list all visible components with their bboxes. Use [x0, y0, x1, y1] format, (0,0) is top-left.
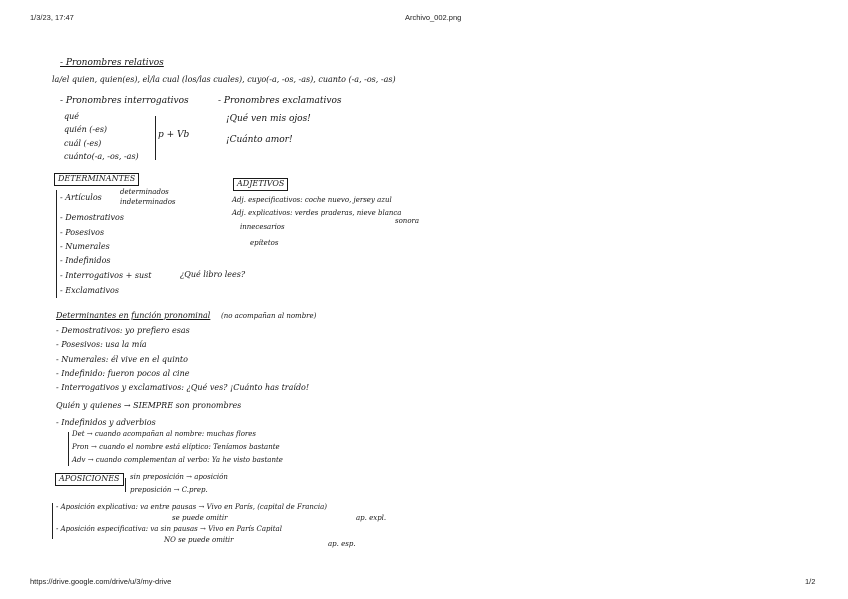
adj-explicativos-extra: sonora [395, 217, 420, 225]
pronominal-item: - Indefinido: fueron pocos al cine [56, 369, 190, 378]
det-numerales: - Numerales [60, 242, 110, 251]
apos-especificativa-tag: ap. esp. [328, 540, 356, 548]
det-interrogativos: - Interrogativos + sust [60, 271, 152, 280]
pronominal-item: - Interrogativos y exclamativos: ¿Qué ves? ¡Cuánto has traído! [56, 383, 310, 392]
apos-explicativa: - Aposición explicativa: va entre pausas → Vivo en París, (capital de Francia) [56, 503, 327, 511]
det-interrogativos-example: ¿Qué libro lees? [180, 270, 246, 279]
exclamativo-item: ¡Cuánto amor! [226, 135, 293, 145]
pronominal-item: - Demostrativos: yo prefiero esas [56, 326, 190, 335]
aposiciones-box: APOSICIONES [55, 473, 124, 486]
det-exclamativos: - Exclamativos [60, 286, 119, 295]
det-articulos-indet: indeterminados [120, 198, 176, 206]
indefinido-item: Pron → cuando el nombre está elíptico: Teníamos bastante [72, 443, 280, 451]
pronominal-item: - Posesivos: usa la mía [56, 340, 147, 349]
apos-explicativa-tag: ap. expl. [356, 514, 387, 522]
det-articulos-det: determinados [120, 188, 169, 196]
interrogativos-title: - Pronombres interrogativos [60, 96, 189, 106]
indefinidos-title: - Indefinidos y adverbios [56, 418, 156, 427]
aposicion-item: sin preposición → aposición [130, 473, 228, 481]
exclamativos-title: - Pronombres exclamativos [218, 96, 342, 106]
adj-especificativos: Adj. especificativos: coche nuevo, jersey azul [232, 196, 392, 204]
det-articulos: - Artículos [60, 193, 102, 202]
apos-especificativa-note: NO se puede omitir [164, 536, 234, 544]
pronominal-title-note: (no acompañan al nombre) [221, 312, 317, 320]
det-indefinidos: - Indefinidos [60, 256, 111, 265]
interrogativo-item: cuál (-es) [64, 139, 102, 148]
interrogativos-brace [155, 116, 156, 160]
aposicion-item: preposición → C.prep. [130, 486, 208, 494]
interrogativo-item: cuánto(-a, -os, -as) [64, 152, 139, 161]
interrogativo-item: qué [64, 112, 80, 121]
adj-epitetos: epítetos [250, 239, 279, 247]
apos-explicativa-note: se puede omitir [172, 514, 228, 522]
pronominal-title: Determinantes en función pronominal [56, 311, 211, 320]
relativos-title: - Pronombres relativos [60, 58, 164, 68]
indefinido-item: Det → cuando acompañan al nombre: muchas flores [72, 430, 257, 438]
quien-note: Quién y quienes → SIEMPRE son pronombres [56, 401, 242, 410]
adj-innecesarios: innecesarios [240, 223, 285, 231]
det-demostrativos: - Demostrativos [60, 213, 124, 222]
aposiciones-types-bracket [52, 503, 53, 539]
adj-explicativos: Adj. explicativos: verdes praderas, nieve blanca [232, 209, 402, 217]
adjetivos-box: ADJETIVOS [233, 178, 288, 191]
print-filename: Archivo_002.png [405, 13, 462, 22]
print-url: https://drive.google.com/drive/u/3/my-drive [30, 577, 172, 586]
aposiciones-bracket [125, 478, 126, 492]
det-posesivos: - Posesivos [60, 228, 105, 237]
interrogativos-vb: p + Vb [158, 130, 190, 140]
indefinidos-bracket [68, 432, 69, 466]
print-page-number: 1/2 [805, 577, 816, 586]
indefinido-item: Adv → cuando complementan al verbo: Ya he visto bastante [72, 456, 283, 464]
print-datetime: 1/3/23, 17:47 [30, 13, 74, 22]
exclamativo-item: ¡Qué ven mis ojos! [226, 114, 311, 124]
apos-especificativa: - Aposición especificativa: va sin pausas → Vivo en París Capital [56, 525, 282, 533]
determinantes-bracket [56, 190, 57, 298]
determinantes-box: DETERMINANTES [54, 173, 139, 186]
pronominal-item: - Numerales: él vive en el quinto [56, 355, 188, 364]
relativos-line: la/el quien, quien(es), el/la cual (los/las cuales), cuyo(-a, -os, -as), cuanto (-a, -os, -as) [52, 75, 396, 84]
interrogativo-item: quién (-es) [64, 125, 108, 134]
